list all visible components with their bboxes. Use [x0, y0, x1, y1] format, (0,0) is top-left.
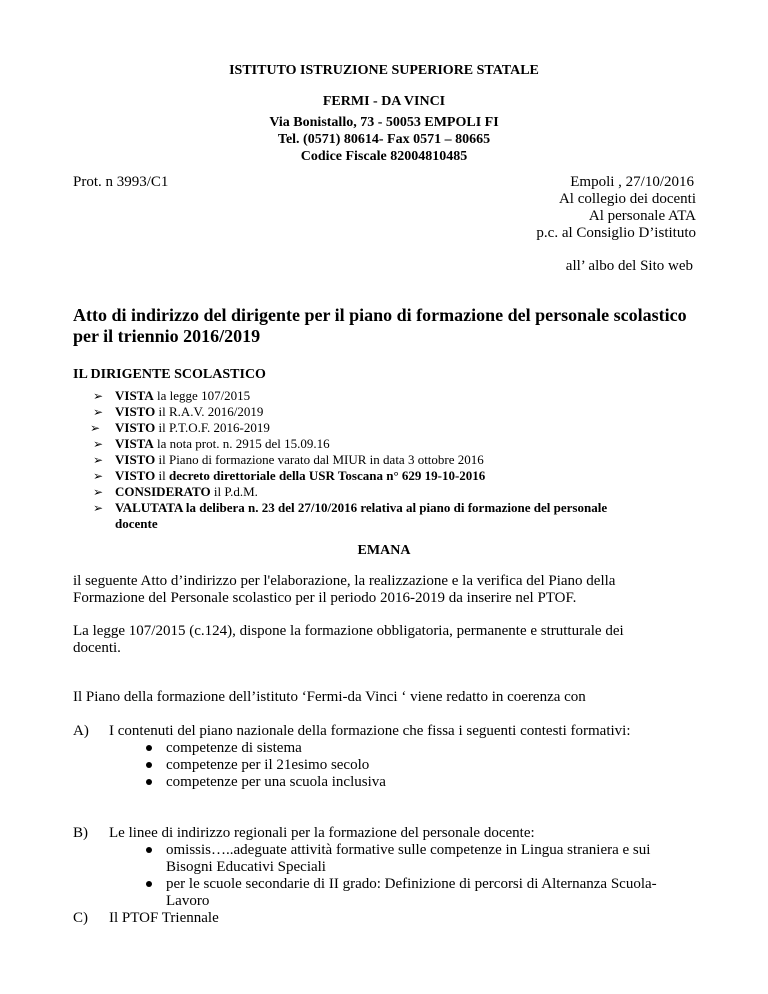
law-line2: docenti. [73, 640, 121, 656]
protocol-number: Prot. n 3993/C1 [73, 174, 169, 190]
school-address: Via Bonistallo, 73 - 50053 EMPOLI FI [269, 115, 499, 130]
arrow-bullet-icon: ➢ [93, 501, 104, 515]
bullet-dot-icon [146, 762, 152, 768]
emana-heading: EMANA [357, 543, 411, 558]
list-item: ➢ VISTA la nota prot. n. 2915 del 15.09.16 [93, 436, 330, 451]
document-title-line2: per il triennio 2016/2019 [73, 326, 261, 346]
list-item: competenze per una scuola inclusiva [146, 773, 386, 791]
list-item: competenze di sistema [146, 739, 302, 757]
recipient-collegio: Al collegio dei docenti [558, 191, 696, 207]
arrow-bullet-icon: ➢ [93, 453, 104, 467]
intro-line2: Formazione del Personale scolastico per il periodo 2016-2019 da inserire nel PTOF. [73, 590, 577, 606]
bullet-dot-icon [146, 779, 152, 785]
school-name: FERMI - DA VINCI [322, 94, 446, 109]
list-item: ➢ VISTO il R.A.V. 2016/2019 [93, 404, 264, 419]
recipient-albo: all’ albo del Sito web [565, 258, 693, 274]
list-item: omissis…..adeguate attività formative sulle competenze in Lingua straniera e sui [146, 841, 650, 859]
section-b-text: Le linee di indirizzo regionali per la formazione del personale docente: [109, 825, 535, 841]
arrow-bullet-icon: ➢ [93, 405, 104, 419]
section-a-letter: A) [73, 723, 89, 739]
section-c-letter: C) [73, 910, 88, 926]
list-item: per le scuole secondarie di II grado: Definizione di percorsi di Alternanza Scuola- [146, 875, 657, 893]
piano-paragraph: Il Piano della formazione dell’istituto ‘Fermi-da Vinci ‘ viene redatto in coerenza con [73, 689, 586, 705]
list-item-continuation: docente [115, 516, 158, 531]
section-a-text: I contenuti del piano nazionale della formazione che fissa i seguenti contesti formativi: [109, 723, 631, 739]
school-type: ISTITUTO ISTRUZIONE SUPERIORE STATALE [229, 63, 539, 78]
intro-line1: il seguente Atto d’indirizzo per l'elaborazione, la realizzazione e la verifica del Piano della [73, 573, 616, 589]
arrow-bullet-icon: ➢ [93, 437, 104, 451]
list-item-continuation: Lavoro [166, 893, 210, 909]
list-item: ➢ VISTO il Piano di formazione varato dal MIUR in data 3 ottobre 2016 [93, 452, 484, 467]
recipient-consiglio: p.c. al Consiglio D’istituto [536, 225, 696, 241]
list-item: ➢ VALUTATA la delibera n. 23 del 27/10/2016 relativa al piano di formazione del personale [93, 500, 608, 515]
section-b-letter: B) [73, 825, 88, 841]
dirigente-heading: IL DIRIGENTE SCOLASTICO [73, 367, 266, 382]
bullet-dot-icon [146, 745, 152, 751]
law-line1: La legge 107/2015 (c.124), dispone la formazione obbligatoria, permanente e strutturale dei [73, 623, 624, 639]
section-c-text: Il PTOF Triennale [109, 910, 219, 926]
list-item: ➢ VISTA la legge 107/2015 [93, 388, 251, 403]
list-item: ➢ VISTO il P.T.O.F. 2016-2019 [90, 420, 270, 435]
arrow-bullet-icon: ➢ [93, 469, 104, 483]
list-item-continuation: Bisogni Educativi Speciali [166, 859, 326, 875]
school-fiscal-code: Codice Fiscale 82004810485 [300, 149, 468, 164]
arrow-bullet-icon: ➢ [90, 421, 101, 435]
arrow-bullet-icon: ➢ [93, 389, 104, 403]
document-title-line1: Atto di indirizzo del dirigente per il piano di formazione del personale scolastico [73, 305, 687, 325]
bullet-dot-icon [146, 847, 152, 853]
list-item: ➢ VISTO il decreto direttoriale della USR Toscana n° 629 19-10-2016 [93, 468, 486, 483]
school-phone: Tel. (0571) 80614- Fax 0571 – 80665 [277, 132, 491, 147]
date-place: Empoli , 27/10/2016 [570, 174, 694, 190]
list-item: competenze per il 21esimo secolo [146, 756, 369, 774]
arrow-bullet-icon: ➢ [93, 485, 104, 499]
recipient-ata: Al personale ATA [588, 208, 696, 224]
bullet-dot-icon [146, 881, 152, 887]
list-item: ➢ CONSIDERATO il P.d.M. [93, 484, 258, 499]
